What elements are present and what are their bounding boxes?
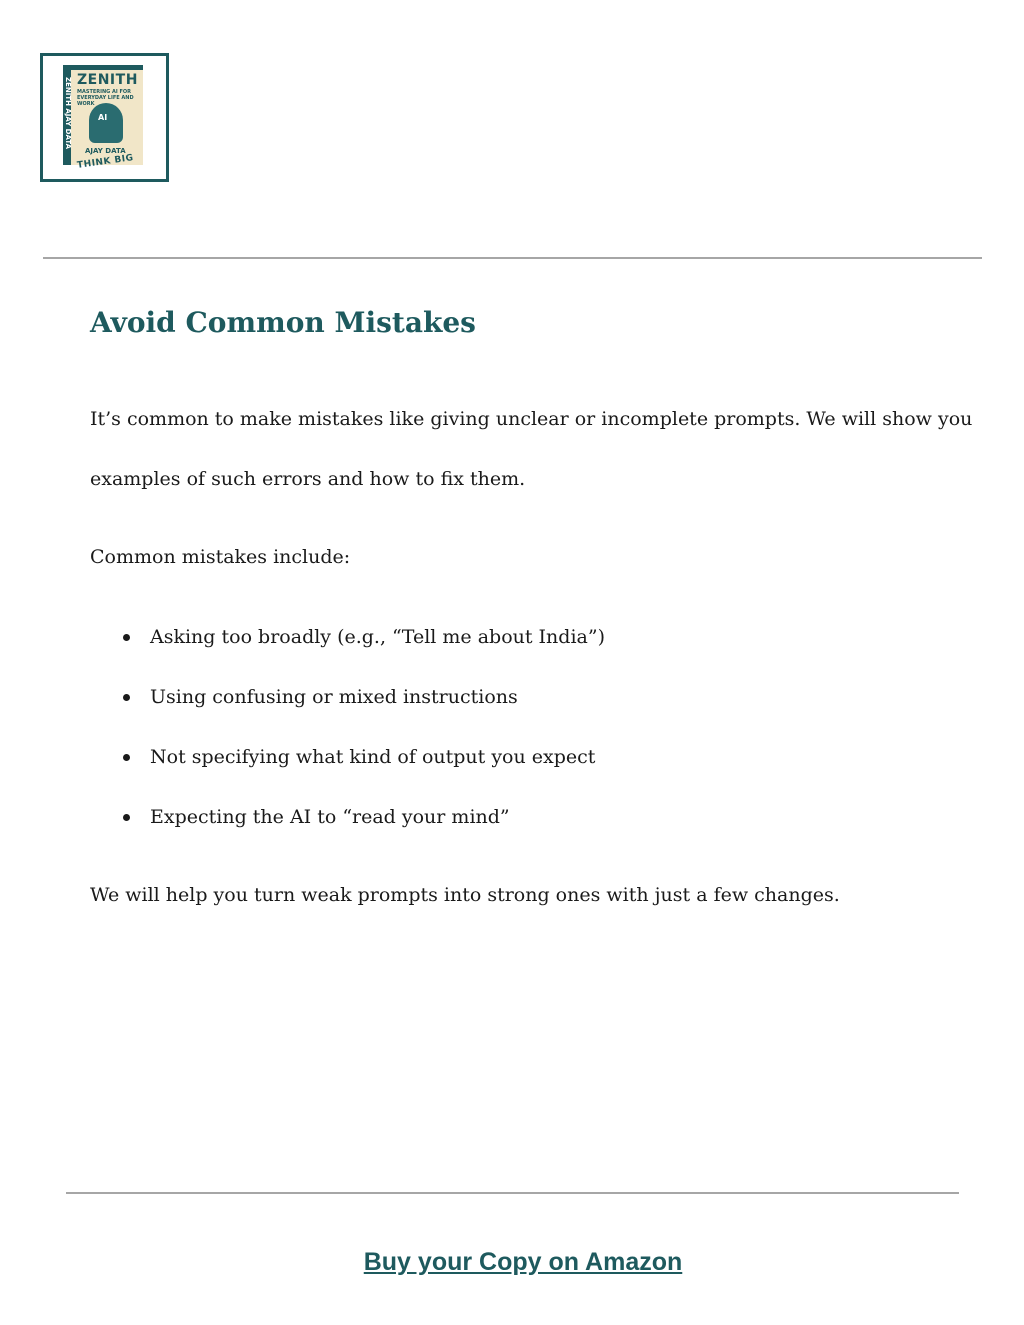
top-divider bbox=[43, 257, 982, 259]
bullet-icon bbox=[123, 814, 130, 821]
book-title: ZENITH bbox=[77, 72, 138, 88]
list-item-text: Asking too broadly (e.g., “Tell me about India”) bbox=[150, 626, 605, 648]
intro-paragraph: It’s common to make mistakes like giving unclear or incomplete prompts. We will show you examples of such errors and how to fix them. bbox=[90, 408, 973, 490]
bullet-icon bbox=[123, 754, 130, 761]
closing-paragraph: We will help you turn weak prompts into strong ones with just a few changes. bbox=[90, 884, 840, 906]
book-tagline: THINK BIG bbox=[76, 153, 135, 171]
book-cover-image bbox=[64, 65, 143, 165]
buy-on-amazon-link[interactable]: Buy your Copy on Amazon bbox=[363, 1248, 683, 1276]
list-item-text: Using confusing or mixed instructions bbox=[150, 686, 518, 708]
list-intro: Common mistakes include: bbox=[90, 546, 351, 568]
list-item-text: Expecting the AI to “read your mind” bbox=[150, 806, 510, 828]
book-author: AJAY DATA bbox=[85, 147, 126, 155]
book-spine-text: ZENITH AJAY DATA bbox=[64, 77, 72, 149]
book-cover-logo bbox=[40, 53, 169, 182]
book-cover-stripe bbox=[71, 65, 143, 70]
book-ai-badge: AI bbox=[98, 113, 108, 122]
bullet-icon bbox=[123, 694, 130, 701]
bottom-divider bbox=[66, 1192, 959, 1194]
bullet-icon bbox=[123, 634, 130, 641]
list-item-text: Not specifying what kind of output you expect bbox=[150, 746, 596, 768]
section-heading: Avoid Common Mistakes bbox=[90, 306, 476, 339]
ai-head-illustration bbox=[89, 103, 123, 143]
book-subtitle: MASTERING AI FOR EVERYDAY LIFE AND WORK bbox=[77, 89, 134, 107]
